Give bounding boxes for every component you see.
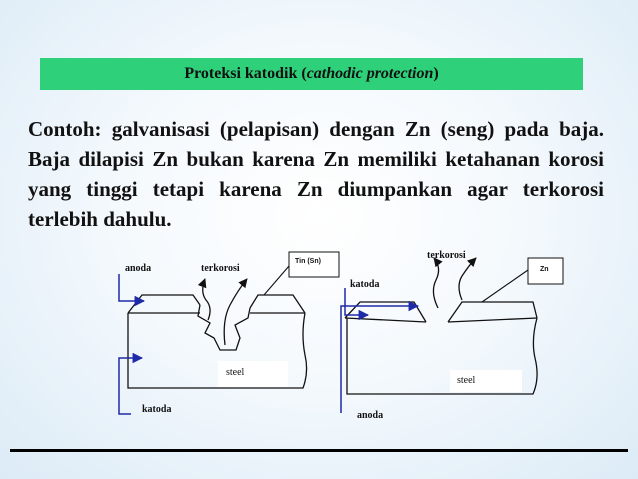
- left-tin-coating: [128, 295, 305, 313]
- right-zn-pointer: [482, 270, 528, 302]
- right-cathode-label: katoda: [350, 279, 380, 290]
- left-tin-label: Tin (Sn): [295, 258, 321, 265]
- left-corroded-label: terkorosi: [201, 263, 240, 274]
- right-steel-label: steel: [457, 375, 476, 386]
- left-cathode-label: katoda: [142, 404, 172, 415]
- left-corrosion-arrow-1: [203, 279, 210, 320]
- left-anode-label: anoda: [125, 263, 152, 274]
- bottom-rule: [10, 449, 628, 452]
- right-corrosion-arrow-1: [433, 258, 438, 308]
- title-prefix: Proteksi katodik (: [184, 65, 307, 82]
- left-cathode-arrow: [119, 358, 142, 414]
- title-suffix: ): [433, 65, 439, 82]
- left-steel-label: steel: [226, 367, 245, 378]
- left-tin-pointer: [264, 266, 289, 295]
- right-corrosion-arrow-2: [459, 258, 476, 300]
- left-diagram: [119, 252, 339, 415]
- left-corrosion-arrow-2: [224, 279, 247, 345]
- title-italic: cathodic protection: [306, 65, 434, 82]
- right-anode-label: anoda: [357, 410, 384, 421]
- right-diagram: [341, 250, 563, 421]
- right-anode-arrow: [341, 306, 418, 413]
- body-paragraph: Contoh: galvanisasi (pelapisan) dengan Zn (seng) pada baja. Baja dilapisi Zn bukan karena Zn memiliki ketahanan korosi yang tinggi tetapi karena Zn diumpankan agar terkorosi terlebih dahulu.: [28, 117, 604, 231]
- right-corroded-label: terkorosi: [427, 250, 466, 261]
- right-zn-label: Zn: [540, 266, 549, 273]
